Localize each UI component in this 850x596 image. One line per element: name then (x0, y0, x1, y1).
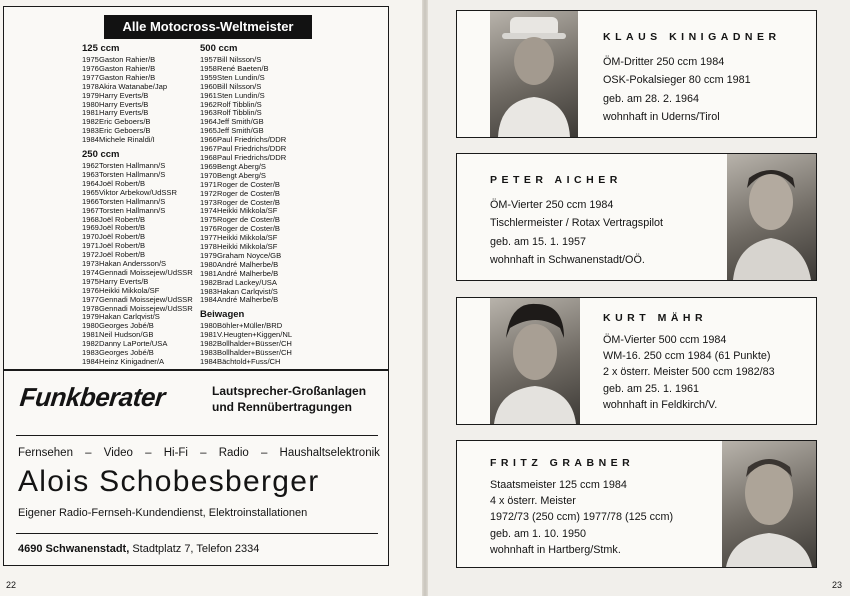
champion-name: Harry Everts/B (99, 276, 149, 286)
rider-details (490, 196, 663, 269)
champion-year: 1961 (200, 90, 217, 100)
champion-year: 1977 (200, 233, 217, 243)
champion-year: 1978 (200, 242, 217, 252)
champion-name: Rolf Tibblin/S (217, 108, 262, 118)
champion-year: 1971 (200, 179, 217, 189)
champion-name: Bollhalder+Büsser/CH (217, 348, 292, 358)
champion-year: 1964 (82, 178, 99, 188)
champion-row (200, 358, 292, 367)
heading-250ccm: 250 ccm (82, 149, 120, 161)
ad-category-separator: – (200, 447, 207, 459)
ad-category: Fernsehen (18, 447, 73, 459)
heading-500ccm: 500 ccm (200, 43, 238, 54)
champion-year: 1983 (200, 348, 217, 358)
champion-year: 1982 (82, 339, 99, 349)
champion-name: Heikki Mikkola/SF (217, 233, 278, 243)
champion-name: Paul Friedrichs/DDR (217, 152, 287, 162)
champion-name: Harry Everts/B (99, 90, 149, 100)
champion-year: 1959 (200, 72, 217, 82)
ad-divider-top (16, 435, 378, 436)
ad-slogan-line-2: und Rennübertragungen (212, 400, 352, 414)
champion-year: 1970 (82, 232, 99, 242)
champion-name: Gaston Rahier/B (99, 55, 156, 64)
rider-name: PETER AICHER (490, 174, 622, 186)
champion-name: Joël Robert/B (99, 223, 146, 233)
list-sidecar (200, 322, 292, 367)
rider-details (603, 53, 751, 126)
champion-name: Sten Lundin/S (217, 90, 265, 100)
rider-portrait-icon (490, 11, 578, 137)
champion-name: Heinz Kinigadner/A (99, 357, 165, 366)
champion-row (200, 296, 292, 305)
champion-name: Bollhalder+Büsser/CH (217, 339, 292, 349)
champion-name: André Malherbe/B (217, 295, 279, 305)
ad-category: Video (103, 447, 133, 459)
champion-year: 1974 (200, 206, 217, 216)
champion-year: 1973 (82, 259, 99, 269)
champion-name: Eric Geboers/B (99, 126, 151, 136)
rider-detail-line: Tischlermeister / Rotax Vertragspilot (490, 217, 664, 230)
champion-year: 1963 (82, 169, 99, 179)
champion-name: Joël Robert/B (99, 214, 146, 224)
champion-name: Neil Hudson/GB (99, 330, 154, 340)
champion-year: 1977 (82, 72, 99, 82)
rider-card-maehr (456, 297, 817, 425)
champion-year: 1975 (200, 215, 217, 225)
champion-year: 1979 (200, 250, 217, 260)
champion-year: 1970 (200, 170, 217, 180)
champion-name: Torsten Hallmann/S (99, 205, 166, 215)
champion-name: Heikki Mikkola/SF (99, 285, 160, 295)
rider-detail-line: ÖM-Dritter 250 ccm 1984 (603, 56, 725, 68)
champion-year: 1976 (200, 224, 217, 234)
ad-category-separator: – (260, 447, 268, 459)
rider-portrait-icon (722, 441, 816, 567)
heading-sidecar: Beiwagen (200, 309, 245, 321)
champion-year: 1964 (200, 117, 217, 127)
champion-year: 1982 (82, 117, 99, 127)
champion-name: Roger de Coster/B (217, 179, 280, 189)
ad-category: Hi-Fi (163, 447, 188, 459)
rider-details (490, 477, 673, 558)
champion-name: Harry Everts/B (99, 99, 149, 109)
champion-name: Sten Lundin/S (217, 72, 265, 82)
champion-name: Joël Robert/B (99, 241, 146, 251)
champion-name: Joël Robert/B (99, 178, 146, 188)
champion-year: 1967 (82, 205, 99, 215)
champion-year: 1978 (82, 303, 99, 313)
rider-detail-line: 1972/73 (250 ccm) 1977/78 (125 ccm) (490, 511, 674, 524)
champion-year: 1967 (200, 144, 217, 154)
champion-year: 1958 (200, 63, 217, 73)
champion-name: Eric Geboers/B (99, 117, 151, 127)
ad-address (18, 543, 259, 555)
rider-detail-line: OSK-Pokalsieger 80 ccm 1981 (603, 74, 751, 87)
champion-name: Torsten Hallmann/S (99, 161, 166, 171)
champion-name: Harry Everts/B (99, 108, 149, 118)
champion-name: Akira Watanabe/Jap (99, 81, 168, 91)
champion-name: Brad Lackey/USA (217, 277, 277, 287)
rider-detail-line: Staatsmeister 125 ccm 1984 (490, 479, 627, 491)
champion-name: Roger de Coster/B (217, 188, 280, 198)
champion-name: Joël Robert/B (99, 250, 146, 260)
champion-year: 1962 (200, 99, 217, 109)
champion-name: Paul Friedrichs/DDR (217, 144, 287, 154)
champion-year: 1979 (82, 90, 99, 100)
list-250ccm (82, 162, 193, 367)
champion-year: 1980 (200, 259, 217, 269)
ad-address-street: Stadtplatz 7, Telefon 2334 (129, 543, 260, 555)
champions-title: Alle Motocross-Weltmeister (104, 15, 312, 39)
champion-name: Hakan Carlqvist/S (99, 312, 160, 322)
champion-year: 1983 (82, 348, 99, 358)
champion-year: 1984 (200, 357, 217, 366)
champion-name: Georges Jobé/B (99, 321, 154, 331)
champion-name: Graham Noyce/GB (217, 250, 282, 260)
champion-name: Bill Nilsson/S (217, 55, 262, 64)
ad-address-city: 4690 Schwanenstadt, (18, 543, 130, 555)
champion-year: 1983 (200, 286, 217, 296)
champion-year: 1982 (200, 339, 217, 349)
rider-detail-line: geb. am 15. 1. 1957 (490, 235, 587, 248)
champion-name: Viktor Arbekow/UdSSR (99, 187, 177, 197)
rider-card-kinigadner (456, 10, 817, 138)
champion-name: Bengt Aberg/S (217, 161, 266, 171)
advertisement (3, 370, 389, 566)
champion-name: Rolf Tibblin/S (217, 99, 262, 109)
rider-detail-line: geb. am 28. 2. 1964 (603, 92, 700, 105)
rider-detail-line: wohnhaft in Feldkirch/V. (603, 398, 718, 411)
champion-year: 1975 (82, 55, 99, 64)
champion-name: Gaston Rahier/B (99, 72, 156, 82)
champion-name: Bächtold+Fuss/CH (217, 357, 281, 366)
champion-name: Roger de Coster/B (217, 215, 280, 225)
ad-description: Eigener Radio-Fernseh-Kundendienst, Elektroinstallationen (18, 507, 308, 519)
champion-year: 1966 (82, 196, 99, 206)
champion-year: 1962 (82, 161, 99, 171)
rider-photo-grabner (722, 441, 816, 567)
ad-category-separator: – (85, 447, 92, 459)
champion-year: 1965 (82, 187, 99, 197)
champion-year: 1971 (82, 241, 99, 251)
champions-box (3, 6, 389, 370)
champion-year: 1981 (200, 268, 217, 278)
champion-name: Paul Friedrichs/DDR (217, 135, 287, 145)
champion-year: 1969 (200, 161, 217, 171)
list-125ccm (82, 56, 193, 145)
champion-year: 1974 (82, 267, 99, 277)
champion-name: André Malherbe/B (217, 259, 279, 269)
rider-card-grabner (456, 440, 817, 568)
rider-detail-line: geb. am 25. 1. 1961 (603, 382, 700, 395)
champion-row (82, 358, 193, 367)
champion-name: V.Heugten+Kiggen/NL (217, 330, 293, 340)
champion-name: Hakan Andersson/S (99, 259, 167, 269)
champion-name: Danny LaPorte/USA (99, 339, 168, 349)
champion-year: 1968 (200, 152, 217, 162)
champion-name: Michele Rinaldi/I (99, 135, 155, 145)
champion-year: 1980 (82, 99, 99, 109)
rider-detail-line: wohnhaft in Hartberg/Stmk. (490, 543, 621, 556)
champion-year: 1968 (82, 214, 99, 224)
rider-name: FRITZ GRABNER (490, 457, 635, 469)
heading-125ccm: 125 ccm (82, 43, 120, 54)
list-500ccm (200, 56, 292, 305)
champion-year: 1984 (82, 357, 99, 366)
rider-portrait-icon (490, 298, 580, 424)
ad-slogan (212, 383, 366, 415)
champion-name: Torsten Hallmann/S (99, 196, 166, 206)
champion-name: Gennadi Moissejew/UdSSR (99, 294, 193, 304)
champion-year: 1976 (82, 63, 99, 73)
rider-name: KLAUS KINIGADNER (603, 31, 781, 43)
page-number-left: 22 (6, 580, 17, 590)
rider-photo-maehr (490, 298, 580, 424)
champion-name: René Baeten/B (217, 63, 269, 73)
champion-year: 1957 (200, 55, 217, 64)
champion-name: Georges Jobé/B (99, 348, 154, 358)
column-right (200, 43, 292, 367)
champion-row (82, 136, 193, 145)
champion-year: 1972 (200, 188, 217, 198)
ad-categories (18, 447, 380, 459)
champion-name: Torsten Hallmann/S (99, 169, 166, 179)
champion-name: Roger de Coster/B (217, 224, 280, 234)
champion-year: 1978 (82, 81, 99, 91)
champion-name: Hakan Carlqvist/S (217, 286, 278, 296)
champion-name: Gaston Rahier/B (99, 63, 156, 73)
champion-name: Gennadi Moissejew/UdSSR (99, 267, 193, 277)
rider-photo-kinigadner (490, 11, 578, 137)
champion-year: 1981 (82, 330, 99, 340)
page-gutter (422, 0, 428, 596)
champion-year: 1963 (200, 108, 217, 118)
champion-year: 1979 (82, 312, 99, 322)
champion-year: 1966 (200, 135, 217, 145)
champion-year: 1983 (82, 126, 99, 136)
rider-portrait-icon (727, 154, 816, 280)
champion-name: Jeff Smith/GB (217, 126, 264, 136)
champion-year: 1984 (200, 295, 217, 305)
rider-card-aicher (456, 153, 817, 281)
champion-name: Roger de Coster/B (217, 197, 280, 207)
champion-year: 1980 (200, 321, 217, 331)
rider-details (603, 332, 775, 413)
page-number-right: 23 (831, 580, 842, 590)
champion-name: Heikki Mikkola/SF (217, 242, 278, 252)
champion-year: 1969 (82, 223, 99, 233)
champion-name: Joël Robert/B (99, 232, 146, 242)
rider-detail-line: 2 x österr. Meister 500 ccm 1982/83 (603, 366, 775, 379)
rider-detail-line: wohnhaft in Uderns/Tirol (603, 110, 720, 123)
champion-year: 1973 (200, 197, 217, 207)
ad-company-name: Alois Schobesberger (18, 465, 320, 498)
champion-name: Jeff Smith/GB (217, 117, 264, 127)
champion-name: Bengt Aberg/S (217, 170, 266, 180)
champion-year: 1984 (82, 135, 99, 145)
champion-name: André Malherbe/B (217, 268, 279, 278)
rider-detail-line: wohnhaft in Schwanenstadt/OÖ. (490, 253, 645, 266)
ad-divider-bottom (16, 533, 378, 534)
rider-detail-line: WM-16. 250 ccm 1984 (61 Punkte) (603, 350, 771, 363)
rider-detail-line: ÖM-Vierter 250 ccm 1984 (490, 199, 614, 211)
rider-detail-line: geb. am 1. 10. 1950 (490, 527, 587, 540)
champion-year: 1981 (200, 330, 217, 340)
champion-year: 1976 (82, 285, 99, 295)
champion-year: 1965 (200, 126, 217, 136)
rider-name: KURT MÄHR (603, 312, 708, 324)
champion-name: Heikki Mikkola/SF (217, 206, 278, 216)
rider-detail-line: 4 x österr. Meister (490, 495, 576, 508)
column-left (82, 43, 193, 367)
champion-year: 1981 (82, 108, 99, 118)
champion-year: 1982 (200, 277, 217, 287)
ad-category: Radio (218, 447, 249, 459)
champion-year: 1960 (200, 81, 217, 91)
champion-year: 1975 (82, 276, 99, 286)
rider-photo-aicher (727, 154, 816, 280)
champion-year: 1972 (82, 250, 99, 260)
champion-year: 1980 (82, 321, 99, 331)
ad-slogan-line-1: Lautsprecher-Großanlagen (212, 384, 367, 398)
champion-name: Böhler+Müller/BRD (217, 321, 283, 331)
champion-name: Gennadi Moissejew/UdSSR (99, 303, 193, 313)
funkberater-logo: Funkberater (18, 382, 167, 412)
ad-category: Haushaltselektronik (279, 447, 380, 459)
ad-category-separator: – (145, 447, 152, 459)
rider-detail-line: ÖM-Vierter 500 ccm 1984 (603, 334, 727, 346)
champion-year: 1977 (82, 294, 99, 304)
champion-name: Bill Nilsson/S (217, 81, 262, 91)
